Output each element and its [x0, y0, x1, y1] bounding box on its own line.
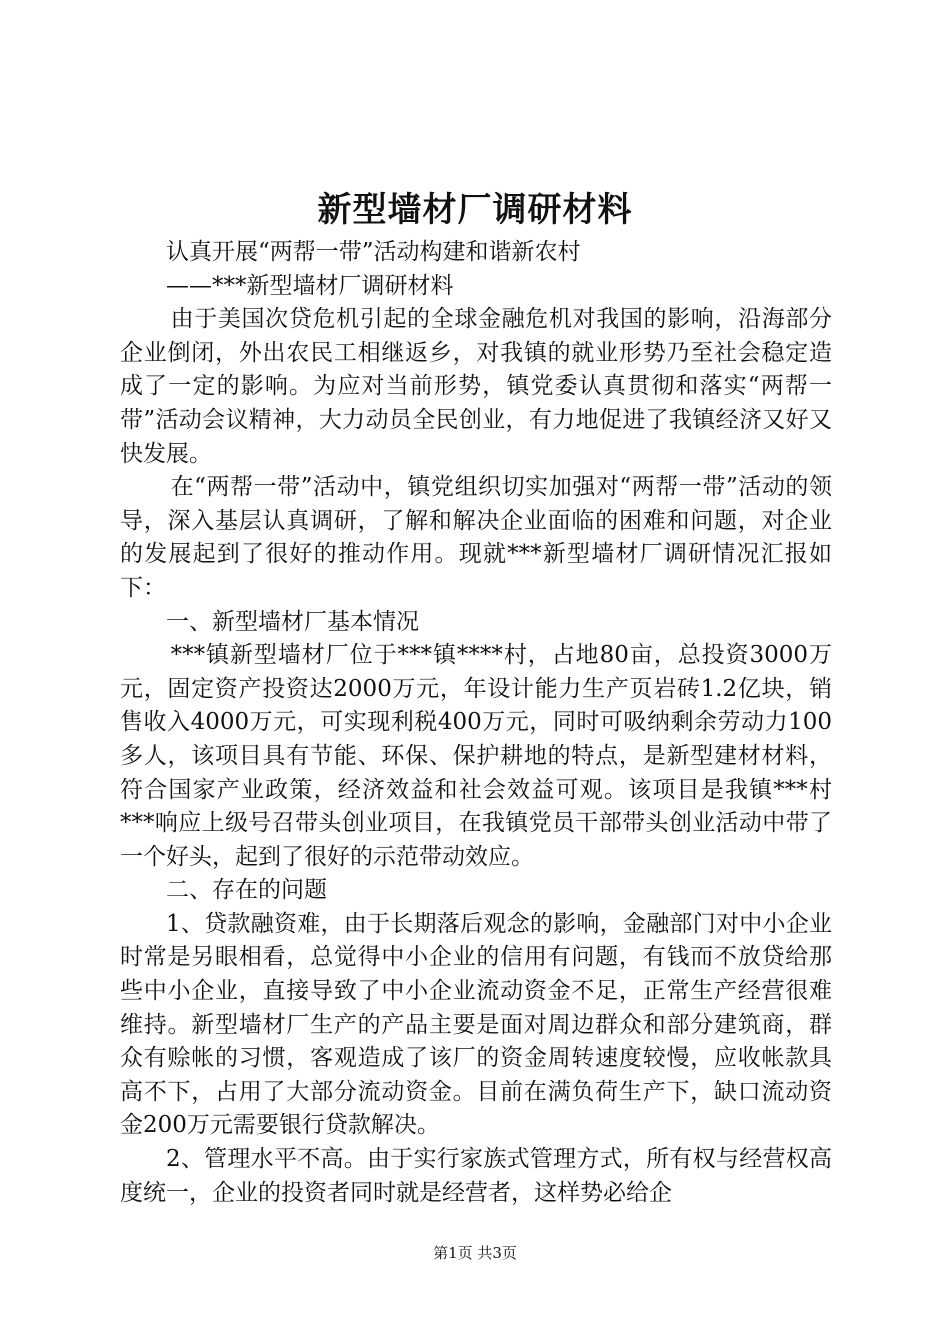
paragraph-basic-info: ***镇新型墙材厂位于***镇****村，占地80亩，总投资3000万元，固定资产投资达2000万元，年设计能力生产页岩砖1.2亿块，销售收入4000万元，可实现利税400万元，同时可吸纳剩余劳动力100多人，该项目具有节能、环保、保护耕地的特点，是新型建材材料，符合国家产业政策，经济效益和社会效益可观。该项目是我镇***村***响应上级号召带头创业项目，在我镇党员干部带头创业活动中带了一个好头，起到了很好的示范带动效应。 — [120, 642, 832, 870]
paragraph-problem-financing: 1、贷款融资难，由于长期落后观念的影响，金融部门对中小企业时常是另眼相看，总觉得中小企业的信用有问题，有钱而不放贷给那些中小企业，直接导致了中小企业流动资金不足，正常生产经营很难维持。新型墙材厂生产的产品主要是面对周边群众和部分建筑商，群众有赊帐的习惯，客观造成了该厂的资金周转速度较慢，应收帐款具高不下，占用了大部分流动资金。目前在满负荷生产下，缺口流动资金200万元需要银行贷款解决。 — [120, 910, 832, 1139]
document-byline: ——***新型墙材厂调研材料 — [166, 272, 454, 299]
paragraph-problem-management: 2、管理水平不高。由于实行家族式管理方式，所有权与经营权高度统一，企业的投资者同时就是经营者，这样势必给企 — [120, 1146, 832, 1206]
section-heading-basic-info: 一、新型墙材厂基本情况 — [166, 608, 419, 635]
document-body — [120, 236, 832, 1210]
document-title: 新型墙材厂调研材料 — [317, 190, 633, 230]
paragraph-activity: 在“两帮一带”活动中，镇党组织切实加强对“两帮一带”活动的领导，深入基层认真调研，了解和解决企业面临的困难和问题，对企业的发展起到了很好的推动作用。现就***新型墙材厂调研情况汇报如下： — [120, 474, 832, 601]
page-footer: 第1页 共3页 — [433, 1244, 517, 1262]
section-heading-problems: 二、存在的问题 — [166, 877, 327, 904]
document-subtitle: 认真开展“两帮一带”活动构建和谐新农村 — [166, 239, 581, 265]
paragraph-intro: 由于美国次贷危机引起的全球金融危机对我国的影响，沿海部分企业倒闭，外出农民工相继返乡，对我镇的就业形势乃至社会稳定造成了一定的影响。为应对当前形势，镇党委认真贯彻和落实“两帮一带”活动会议精神，大力动员全民创业，有力地促进了我镇经济又好又快发展。 — [120, 306, 832, 467]
